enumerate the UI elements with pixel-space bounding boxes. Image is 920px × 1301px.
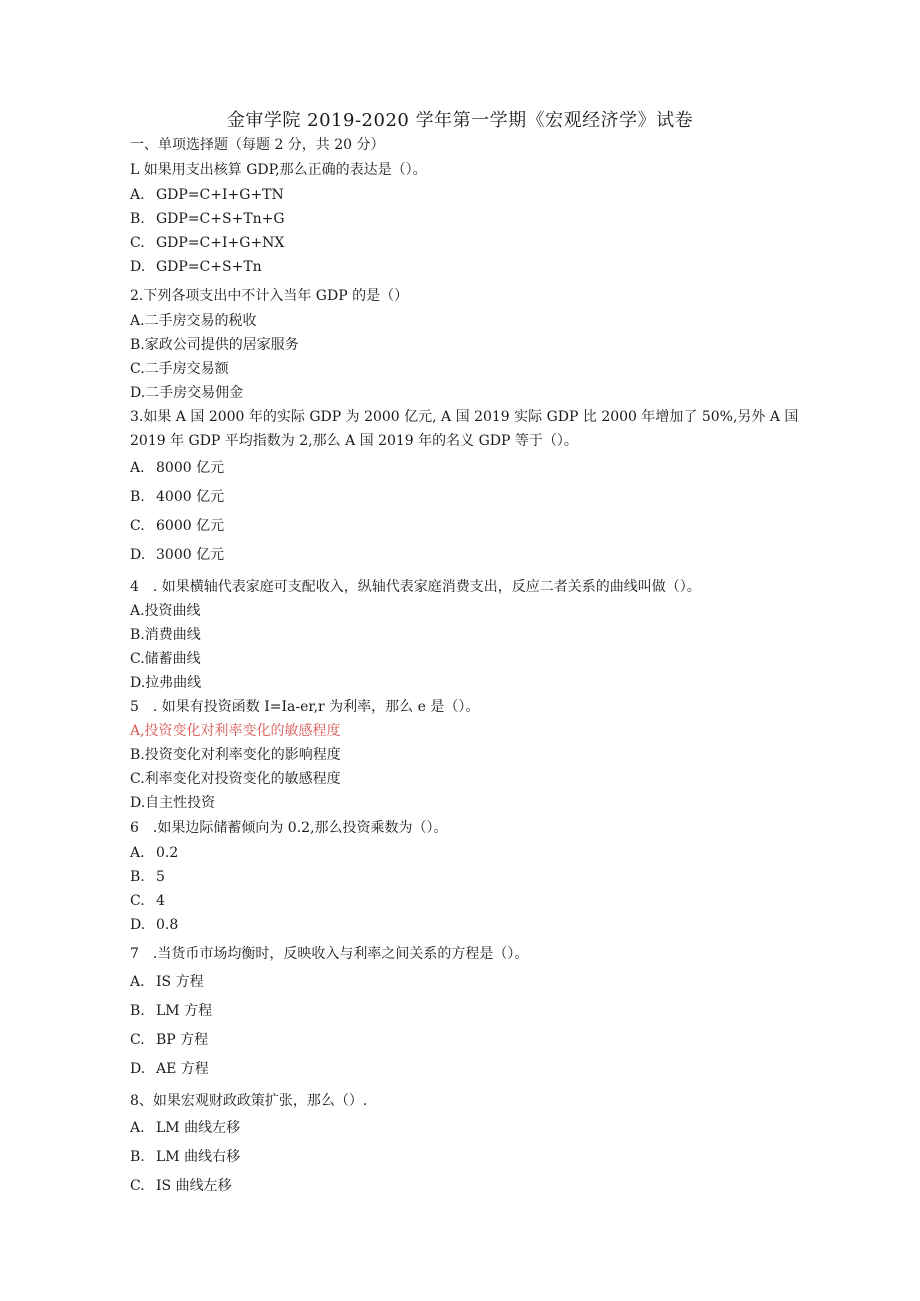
option-text: IS 曲线左移 [156, 1178, 232, 1194]
option-letter: B. [130, 869, 145, 885]
question-3-stem-line-2: 2019 年 GDP 平均指数为 2,那么 A 国 2019 年的名义 GDP 等于（）。 [130, 433, 578, 449]
question-5-option-a-highlighted: A,投资变化对利率变化的敏感程度 [130, 723, 341, 739]
option-text: LM 曲线右移 [156, 1149, 241, 1165]
option-text: GDP=C+I+G+TN [156, 187, 284, 203]
option-text: 4 [156, 893, 165, 909]
option-text: GDP=C+S+Tn [156, 259, 262, 275]
option-letter: C. [130, 1032, 145, 1048]
question-3-stem-line-1: 3.如果 A 国 2000 年的实际 GDP 为 2000 亿元, A 国 2019 实际 GDP 比 2000 年增加了 50%,另外 A 国 [130, 409, 799, 425]
option-letter: A. [130, 845, 145, 861]
question-5-option-c: C.利率变化对投资变化的敏感程度 [130, 771, 341, 787]
question-2-option-b: B.家政公司提供的居家服务 [130, 337, 299, 353]
option-letter: B. [130, 1149, 145, 1165]
option-text: 5 [156, 869, 165, 885]
option-text: LM 方程 [156, 1003, 213, 1019]
option-letter: A. [130, 460, 145, 476]
option-text: BP 方程 [156, 1032, 209, 1048]
option-text: GDP=C+I+G+NX [156, 235, 285, 251]
option-letter: A. [130, 974, 145, 990]
option-text: 0.8 [156, 917, 179, 933]
question-5-stem: 5 . 如果有投资函数 I=Ia-er,r 为利率，那么 e 是（）。 [130, 699, 480, 715]
option-text: LM 曲线左移 [156, 1120, 241, 1136]
question-4-option-a: A.投资曲线 [130, 603, 201, 619]
option-letter: B. [130, 1003, 145, 1019]
question-1-stem: L 如果用支出核算 GDP,那么正确的表达是（）。 [130, 162, 427, 178]
option-text: 8000 亿元 [156, 460, 225, 476]
option-text: 3000 亿元 [156, 547, 225, 563]
option-text: 0.2 [156, 845, 179, 861]
question-2-option-c: C.二手房交易额 [130, 361, 229, 377]
option-letter: D. [130, 917, 146, 933]
page-title: 金审学院 2019-2020 学年第一学期《宏观经济学》试卷 [226, 110, 694, 131]
question-5-option-d: D.自主性投资 [130, 795, 216, 811]
option-letter: D. [130, 259, 146, 275]
option-text: GDP=C+S+Tn+G [156, 211, 285, 227]
option-text: AE 方程 [156, 1061, 209, 1077]
option-letter: A. [130, 1120, 145, 1136]
option-letter: A. [130, 187, 145, 203]
question-2-option-a: A.二手房交易的税收 [130, 313, 257, 329]
option-text: 4000 亿元 [156, 489, 225, 505]
option-letter: C. [130, 1178, 145, 1194]
option-letter: B. [130, 211, 145, 227]
section-heading: 一、单项选择题（每题 2 分，共 20 分） [130, 137, 385, 153]
question-6-stem: 6 .如果边际储蓄倾向为 0.2,那么投资乘数为（）。 [130, 820, 448, 836]
question-8-stem: 8、如果宏观财政政策扩张，那么（）. [130, 1093, 368, 1109]
option-letter: B. [130, 489, 145, 505]
question-2-stem: 2.下列各项支出中不计入当年 GDP 的是（） [130, 288, 409, 304]
question-2-option-d: D.二手房交易佣金 [130, 385, 244, 401]
option-letter: C. [130, 893, 145, 909]
option-text: IS 方程 [156, 974, 204, 990]
question-4-option-c: C.储蓄曲线 [130, 651, 201, 667]
option-letter: D. [130, 1061, 146, 1077]
question-7-stem: 7 .当货币市场均衡时，反映收入与利率之间关系的方程是（）。 [130, 946, 529, 962]
question-4-option-b: B.消费曲线 [130, 627, 201, 643]
option-letter: C. [130, 518, 145, 534]
question-4-option-d: D.拉弗曲线 [130, 675, 202, 691]
option-text: 6000 亿元 [156, 518, 225, 534]
question-4-stem: 4 . 如果横轴代表家庭可支配收入，纵轴代表家庭消费支出，反应二者关系的曲线叫做（）。 [130, 579, 701, 595]
option-letter: C. [130, 235, 145, 251]
question-5-option-b: B.投资变化对利率变化的影响程度 [130, 747, 341, 763]
option-letter: D. [130, 547, 146, 563]
